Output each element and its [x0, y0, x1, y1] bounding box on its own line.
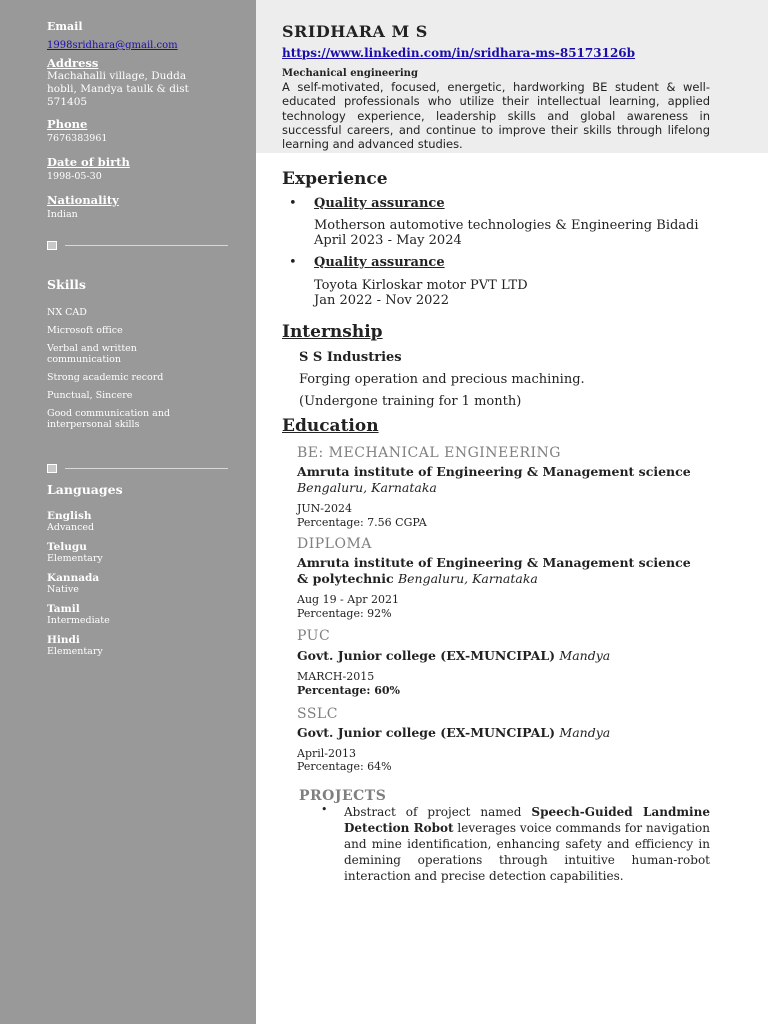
sidebar [0, 0, 256, 1024]
language-name: Kannada [47, 572, 100, 584]
candidate-name: SRIDHARA M S [282, 22, 428, 41]
language-name: English [47, 510, 92, 522]
dob-label: Date of birth [47, 155, 130, 169]
institute-name: Amruta institute of Engineering & Management science [297, 464, 691, 479]
education-date: April-2013 [297, 747, 356, 760]
address-line: hobli, Mandya taulk & dist [47, 83, 189, 95]
language-level: Elementary [47, 646, 103, 657]
skills-section [47, 277, 237, 437]
divider-line [65, 245, 228, 246]
education-date: Aug 19 - Apr 2021 [297, 593, 400, 606]
language-level: Native [47, 584, 79, 595]
education-score: Percentage: 7.56 CGPA [297, 516, 427, 529]
experience-role: Quality assurance [314, 255, 445, 270]
skill-item: Strong academic record [47, 372, 164, 383]
experience-company: Motherson automotive technologies & Engineering Bidadi [314, 218, 699, 233]
education-date: MARCH-2015 [297, 670, 375, 683]
linkedin-link[interactable]: https://www.linkedin.com/in/sridhara-ms-85173126b [282, 46, 636, 60]
degree-heading: SSLC [297, 706, 338, 722]
phone-label: Phone [47, 117, 88, 131]
language-item [47, 604, 237, 626]
language-name: Tamil [47, 603, 80, 615]
phone-value: 7676383961 [47, 133, 108, 144]
internship-line: (Undergone training for 1 month) [299, 394, 522, 409]
nationality-value: Indian [47, 209, 78, 220]
degree-heading: BE: MECHANICAL ENGINEERING [297, 445, 561, 461]
experience-dates: April 2023 - May 2024 [314, 233, 462, 248]
skill-item: Good communication and interpersonal skills [47, 408, 171, 430]
language-level: Intermediate [47, 615, 110, 626]
education-heading: Education [282, 416, 379, 436]
language-name: Hindi [47, 634, 80, 646]
address-section [47, 57, 237, 109]
institute-location: Bengaluru, Karnataka [297, 480, 437, 495]
email-section [47, 20, 237, 52]
education-score: Percentage: 64% [297, 760, 392, 773]
language-item [47, 511, 237, 533]
email-link[interactable]: 1998sridhara@gmail.com [47, 40, 178, 51]
language-item [47, 635, 237, 657]
experience-heading: Experience [282, 169, 388, 189]
education-score: Percentage: 92% [297, 607, 392, 620]
experience-role: Quality assurance [314, 196, 445, 211]
skill-item: Microsoft office [47, 325, 123, 336]
skill-item: Verbal and written communication [47, 343, 137, 365]
internship-company: S S Industries [299, 350, 402, 365]
language-level: Elementary [47, 553, 103, 564]
skill-item: NX CAD [47, 307, 87, 318]
field-title: Mechanical engineering [282, 68, 418, 79]
institute-name: Govt. Junior college (EX-MUNCIPAL) Mandya [297, 725, 611, 740]
institute-name: Amruta institute of Engineering & Management science [297, 555, 691, 570]
language-name: Telugu [47, 541, 87, 553]
address-label: Address [47, 56, 99, 70]
internship-heading: Internship [282, 322, 383, 342]
bullet-icon: • [321, 803, 328, 816]
nationality-label: Nationality [47, 193, 119, 207]
language-item [47, 542, 237, 564]
project-description: Abstract of project named Speech-Guided Landmine Detection Robot leverages voice commands for navigation and mine identification, enhancing safety and efficiency in demining operations through intuitive human-robot interaction and precise detection capabilities. [344, 805, 710, 883]
address-line: Machahalli village, Dudda [47, 70, 187, 82]
internship-line: Forging operation and precious machining. [299, 372, 585, 387]
address-line: 571405 [47, 96, 88, 108]
skill-item: Punctual, Sincere [47, 390, 133, 401]
dob-section [47, 156, 237, 182]
experience-dates: Jan 2022 - Nov 2022 [314, 293, 449, 308]
bullet-icon: • [289, 196, 297, 211]
education-score: Percentage: 60% [297, 684, 401, 697]
divider-square-icon [47, 241, 57, 250]
summary-text: A self-motivated, focused, energetic, hardworking BE student & well-educated professionals who utilize their intellectual learning, applied technology experience, leadership skills and global awareness in successful careers, and continue to improve their skills through lifelong learning and advanced studies. [282, 80, 710, 152]
section-divider [47, 241, 228, 251]
phone-section [47, 118, 237, 144]
language-level: Advanced [47, 522, 95, 533]
degree-heading: DIPLOMA [297, 536, 372, 552]
divider-line [65, 468, 228, 469]
language-item [47, 573, 237, 595]
education-date: JUN-2024 [297, 502, 353, 515]
divider-square-icon [47, 464, 57, 473]
languages-title: Languages [47, 482, 123, 497]
projects-heading: PROJECTS [299, 788, 387, 804]
section-divider [47, 464, 228, 474]
institute-name: Govt. Junior college (EX-MUNCIPAL) Mandya [297, 648, 611, 663]
bullet-icon: • [289, 255, 297, 270]
institute-name-continued: & polytechnic Bengaluru, Karnataka [297, 571, 538, 586]
dob-value: 1998-05-30 [47, 171, 102, 182]
languages-section [47, 482, 237, 666]
experience-company: Toyota Kirloskar motor PVT LTD [314, 278, 528, 293]
degree-heading: PUC [297, 628, 331, 644]
email-label: Email [47, 20, 83, 33]
skills-title: Skills [47, 277, 86, 292]
nationality-section [47, 194, 237, 220]
